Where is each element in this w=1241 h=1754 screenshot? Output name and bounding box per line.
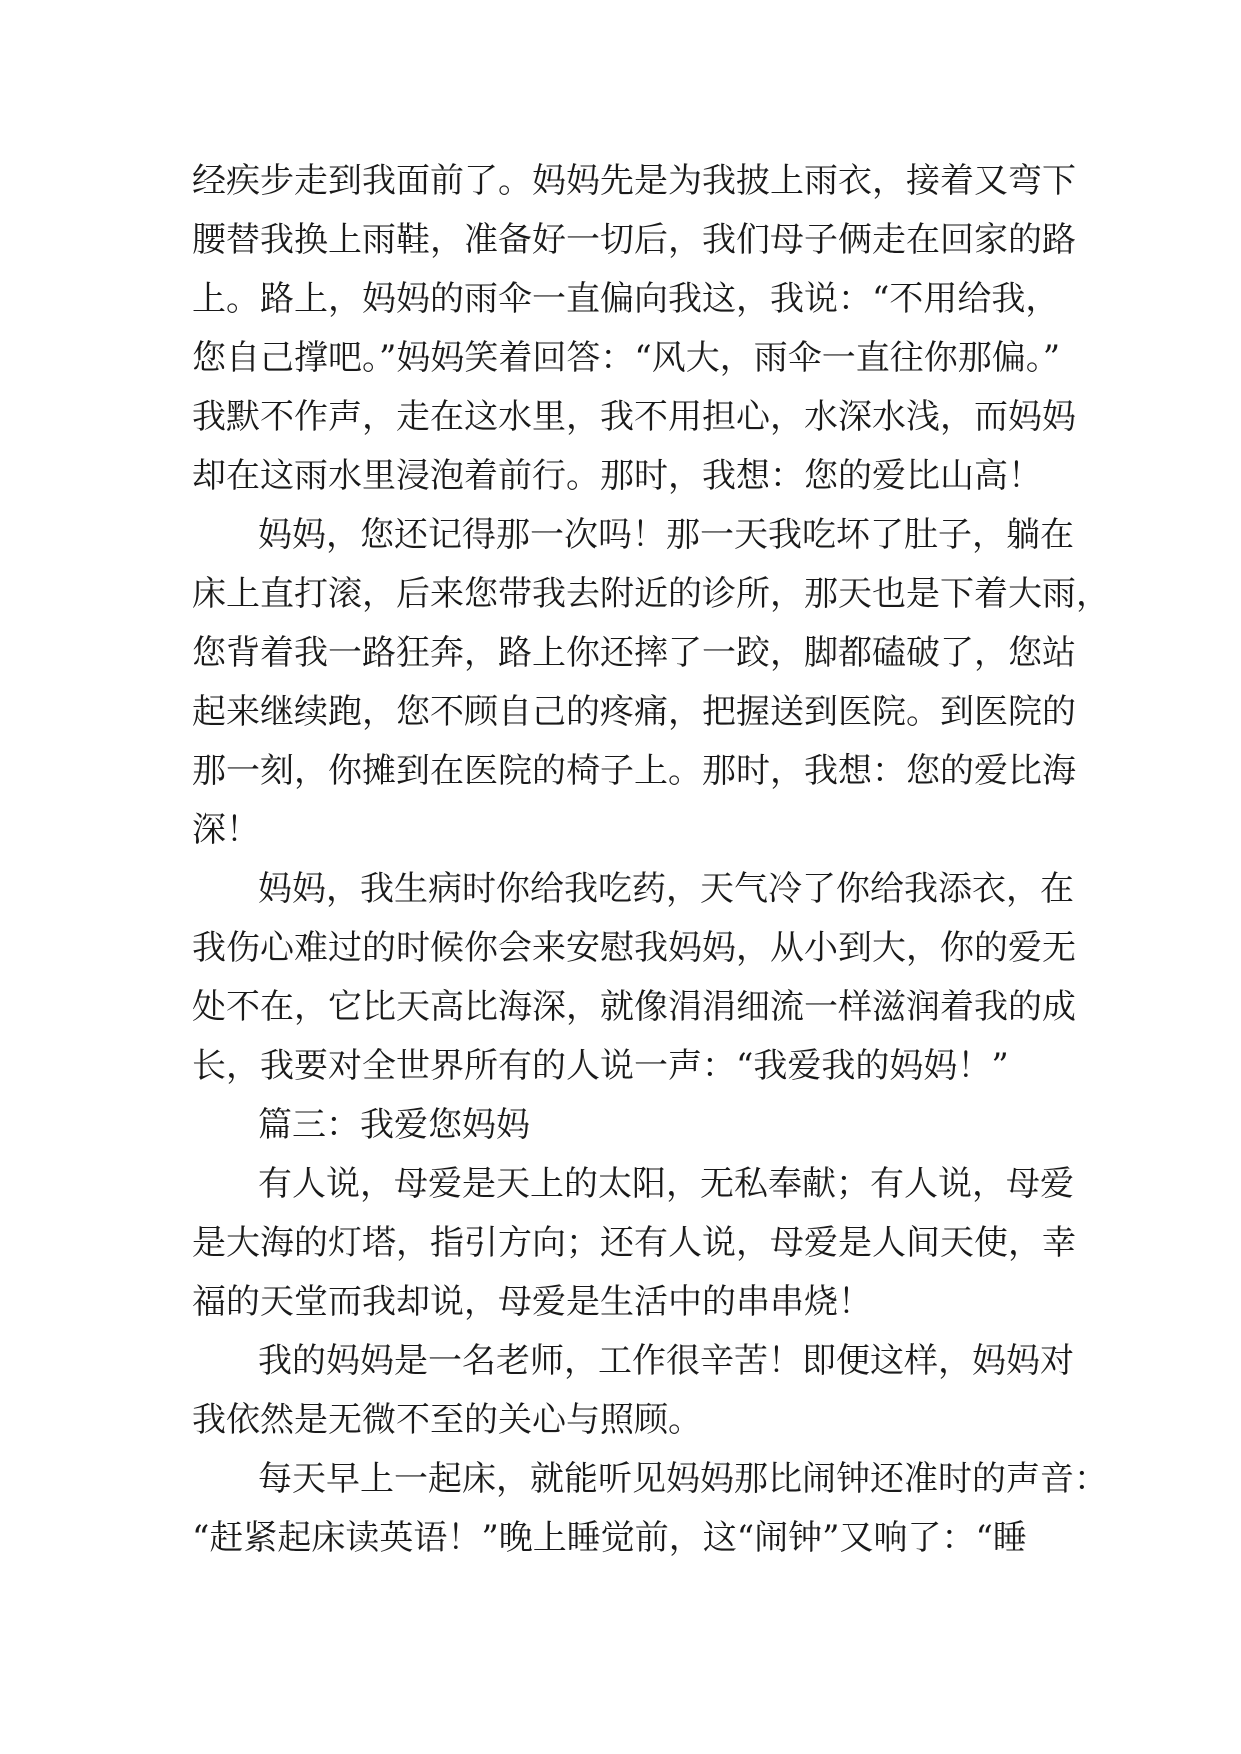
text-line: 我默不作声，走在这水里，我不用担心，水深水浅，而妈妈: [192, 397, 1076, 437]
text-line: 我伤心难过的时候你会来安慰我妈妈，从小到大，你的爱无: [192, 928, 1076, 968]
paragraph-start-line: 妈妈，您还记得那一次吗！那一天我吃坏了肚子，躺在: [258, 515, 1074, 555]
paragraph-start-line: 每天早上一起床，就能听见妈妈那比闹钟还准时的声音：: [258, 1459, 1108, 1499]
text-line: 上。路上，妈妈的雨伞一直偏向我这，我说：“不用给我，: [192, 279, 1060, 319]
text-line: 处不在，它比天高比海深，就像涓涓细流一样滋润着我的成: [192, 987, 1076, 1027]
text-line: 腰替我换上雨鞋，准备好一切后，我们母子俩走在回家的路: [192, 220, 1076, 260]
text-line: “赶紧起床读英语！”晚上睡觉前，这“闹钟”又响了：“睡: [192, 1518, 1027, 1558]
text-line: 我依然是无微不至的关心与照顾。: [192, 1400, 702, 1440]
text-line: 您背着我一路狂奔，路上你还摔了一跤，脚都磕破了，您站: [192, 633, 1076, 673]
text-line: 福的天堂而我却说，母爱是生活中的串串烧！: [192, 1282, 872, 1322]
document-body-text: [192, 152, 1110, 1568]
text-line: 经疾步走到我面前了。妈妈先是为我披上雨衣，接着又弯下: [192, 161, 1076, 201]
text-line: 却在这雨水里浸泡着前行。那时，我想：您的爱比山高！: [192, 456, 1042, 496]
section-heading: 篇三：我爱您妈妈: [258, 1105, 530, 1145]
text-line: 长，我要对全世界所有的人说一声：“我爱我的妈妈！”: [192, 1046, 1009, 1086]
paragraph-start-line: 我的妈妈是一名老师，工作很辛苦！即便这样，妈妈对: [258, 1341, 1074, 1381]
text-line: 那一刻，你摊到在医院的椅子上。那时，我想：您的爱比海: [192, 751, 1076, 791]
paragraph-start-line: 妈妈，我生病时你给我吃药，天气冷了你给我添衣，在: [258, 869, 1074, 909]
text-line: 您自己撑吧。”妈妈笑着回答：“风大，雨伞一直往你那偏。”: [192, 338, 1061, 378]
text-line: 是大海的灯塔，指引方向；还有人说，母爱是人间天使，幸: [192, 1223, 1076, 1263]
text-line: 起来继续跑，您不顾自己的疼痛，把握送到医院。到医院的: [192, 692, 1076, 732]
text-line: 床上直打滚，后来您带我去附近的诊所，那天也是下着大雨，: [192, 574, 1110, 614]
text-line: 深！: [192, 810, 260, 850]
paragraph-start-line: 有人说，母爱是天上的太阳，无私奉献；有人说，母爱: [258, 1164, 1074, 1204]
